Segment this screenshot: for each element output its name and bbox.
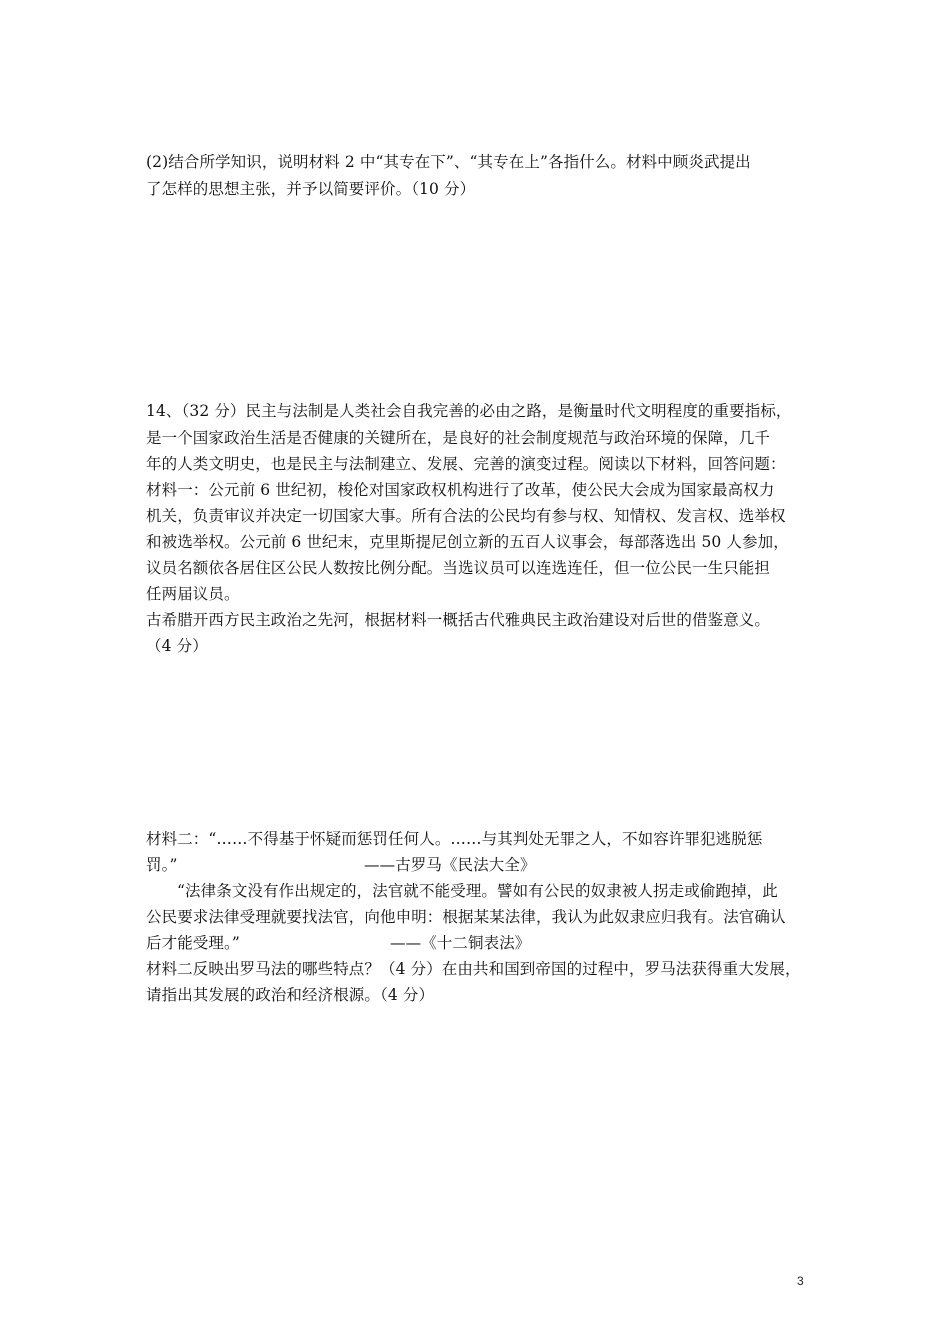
question2-line-2: 请指出其发展的政治和经济根源。（4 分） — [146, 986, 435, 1004]
material1-line-4: 议员名额依各居住区公民人数按比例分配。当选议员可以连选连任，但一位公民一生只能担 — [146, 559, 771, 577]
q14-intro-line-2: 是一个国家政治生活是否健康的关键所在，是良好的社会制度规范与政治环境的保障，几千 — [146, 429, 771, 447]
q13-part2-line-1: (2)结合所学知识，说明材料 2 中“其专在下”、“其专在上”各指什么。材料中顾炎武提出 — [146, 153, 751, 171]
question2-line-1: 材料二反映出罗马法的哪些特点？（4 分）在由共和国到帝国的过程中，罗马法获得重大发展， — [146, 960, 801, 978]
material1-line-1: 材料一：公元前 6 世纪初，梭伦对国家政权机构进行了改革，使公民大会成为国家最高权力 — [146, 481, 775, 499]
question1-line-2: （4 分） — [146, 637, 208, 655]
q14-intro-line-3: 年的人类文明史，也是民主与法制建立、发展、完善的演变过程。阅读以下材料，回答问题： — [146, 455, 786, 473]
material2-quote2-line-2: 公民要求法律受理就要找法官，向他申明：根据某某法律，我认为此奴隶应归我有。法官确认 — [146, 908, 786, 926]
material2-source2: ——《十二铜表法》 — [390, 934, 531, 952]
q14-intro-line-1: 14、（32 分）民主与法制是人类社会自我完善的必由之路，是衡量时代文明程度的重要指标， — [146, 402, 792, 420]
q13-part2-line-2: 了怎样的思想主张，并予以简要评价。（10 分） — [146, 180, 476, 198]
page-number: 3 — [797, 1274, 804, 1288]
material2-quote2-end: 后才能受理。” — [146, 934, 240, 952]
material2-quote2-line-1: “法律条文没有作出规定的，法官就不能受理。譬如有公民的奴隶被人拐走或偷跑掉，此 — [177, 882, 778, 900]
material1-line-3: 和被选举权。公元前 6 世纪末，克里斯提尼创立新的五百人议事会，每部落选出 50 人参加， — [146, 533, 789, 551]
material2-source1: ——古罗马《民法大全》 — [364, 856, 536, 874]
material2-quote1-line-2 — [146, 853, 536, 877]
material1-line-5: 任两届议员。 — [146, 585, 240, 603]
material2-quote1-line-1: 材料二：“……不得基于怀疑而惩罚任何人。……与其判处无罪之人，不如容许罪犯逃脱惩 — [146, 830, 763, 848]
material2-quote1-end: 罚。” — [146, 856, 178, 874]
question1-line-1: 古希腊开西方民主政治之先河，根据材料一概括古代雅典民主政治建设对后世的借鉴意义。 — [146, 611, 771, 629]
material2-quote2-line-3 — [146, 931, 531, 955]
material1-line-2: 机关，负责审议并决定一切国家大事。所有合法的公民均有参与权、知情权、发言权、选举权 — [146, 507, 786, 525]
